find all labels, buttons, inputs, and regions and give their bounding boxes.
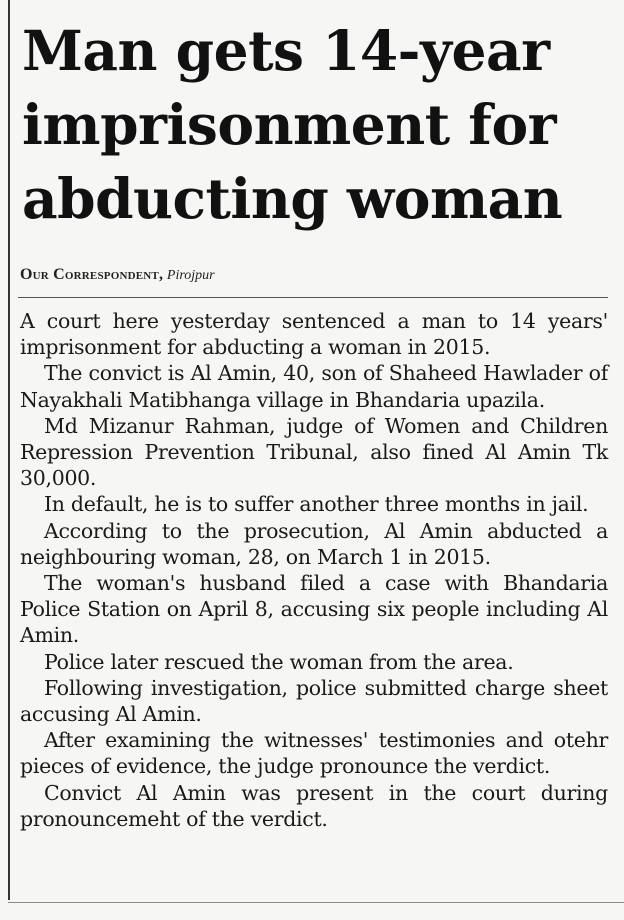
paragraph: The woman's husband filed a case with Bhandaria Police Station on April 8, accusing six people including Al Amin. <box>20 571 608 648</box>
paragraph: Convict Al Amin was present in the court during pronouncemeht of the verdict. <box>20 780 608 831</box>
byline-divider <box>18 297 608 298</box>
bottom-rule <box>8 902 624 903</box>
byline <box>20 266 215 284</box>
paragraph: In default, he is to suffer another three months in jail. <box>44 492 589 517</box>
article-body <box>20 308 608 832</box>
paragraph: Md Mizanur Rahman, judge of Women and Children Repression Prevention Tribunal, also fined Al Amin Tk 30,000. <box>20 413 608 491</box>
paragraph: A court here yesterday sentenced a man to 14 years' imprisonment for abducting a woman in 2015. <box>20 309 608 360</box>
headline: Man gets 14-year imprisonment for abducting woman <box>22 18 563 231</box>
byline-location: Pirojpur <box>166 268 215 283</box>
paragraph: The convict is Al Amin, 40, son of Shaheed Hawlader of Nayakhali Matibhanga village in Bhandaria upazila. <box>20 361 608 412</box>
paragraph: After examining the witnesses' testimonies and otehr pieces of evidence, the judge pronounce the verdict. <box>20 728 608 779</box>
column-rule-left <box>8 0 10 900</box>
byline-author: Our Correspondent, <box>20 266 164 283</box>
paragraph: According to the prosecution, Al Amin abducted a neighbouring woman, 28, on March 1 in 2015. <box>20 518 608 569</box>
paragraph: Police later rescued the woman from the area. <box>44 649 514 674</box>
paragraph: Following investigation, police submitted charge sheet accusing Al Amin. <box>20 675 608 727</box>
